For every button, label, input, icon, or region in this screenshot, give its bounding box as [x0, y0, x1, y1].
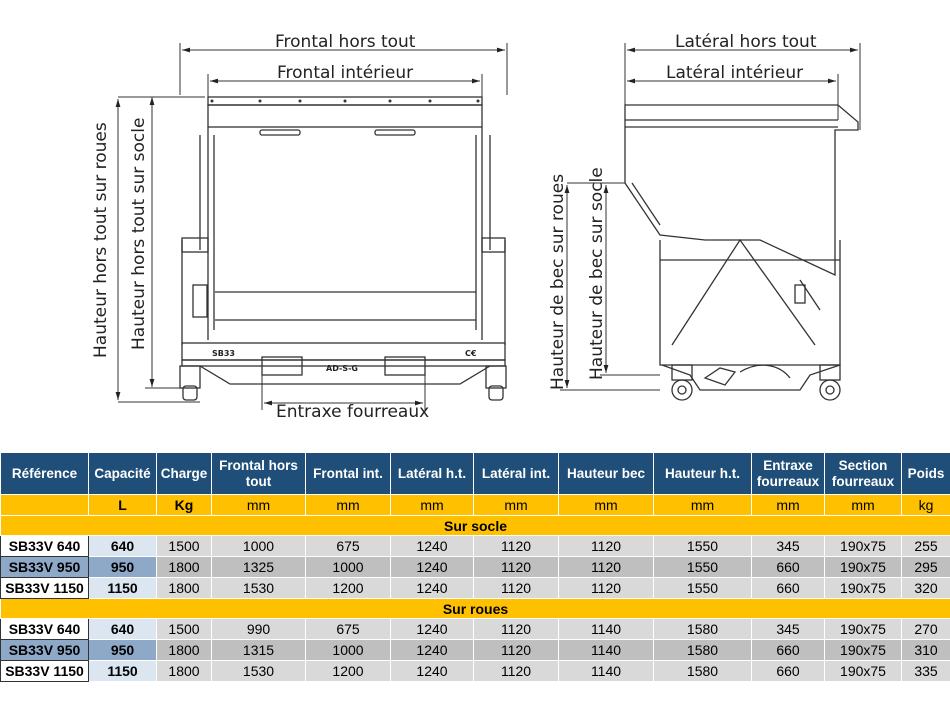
table-cell: 190x75 [825, 640, 902, 661]
header-lateral-int: Latéral int. [474, 453, 559, 495]
section-row [1, 599, 950, 619]
table-cell: 255 [902, 536, 950, 557]
table-cell: 950 [89, 557, 157, 578]
section-title: Sur socle [1, 516, 950, 536]
table-cell: 1240 [391, 640, 474, 661]
table-row [1, 619, 950, 640]
table-header-row [1, 453, 950, 495]
table-cell: 310 [902, 640, 950, 661]
unit-cell: kg [902, 495, 950, 516]
table-cell: 1120 [474, 536, 559, 557]
header-poids: Poids [902, 453, 950, 495]
header-lateral-ht: Latéral h.t. [391, 453, 474, 495]
table-cell: 1800 [157, 578, 212, 599]
table-cell: 295 [902, 557, 950, 578]
table-cell: 190x75 [825, 619, 902, 640]
table-row [1, 640, 950, 661]
section-title: Sur roues [1, 599, 950, 619]
table-cell: 1120 [474, 661, 559, 682]
table-cell: 190x75 [825, 557, 902, 578]
table-cell: 660 [752, 661, 825, 682]
table-cell: 320 [902, 578, 950, 599]
plate-text: SB33 [212, 349, 235, 358]
label-frontal-interieur: Frontal intérieur [277, 63, 414, 83]
table-units-row [1, 495, 950, 516]
header-frontal-ht: Frontal hors tout [212, 453, 306, 495]
label-frontal-hors-tout: Frontal hors tout [275, 32, 416, 52]
reference-cell: SB33V 1150 [1, 661, 89, 682]
unit-cell: mm [825, 495, 902, 516]
label-bec-roues: Hauteur de bec sur roues [548, 173, 568, 390]
reference-cell: SB33V 1150 [1, 578, 89, 599]
header-capacite: Capacité [89, 453, 157, 495]
table-cell: 1550 [654, 557, 752, 578]
table-cell: 1120 [474, 578, 559, 599]
header-section: Section fourreaux [825, 453, 902, 495]
header-frontal-int: Frontal int. [306, 453, 391, 495]
table-cell: 1240 [391, 557, 474, 578]
reference-cell: SB33V 640 [1, 619, 89, 640]
table-cell: 1000 [306, 640, 391, 661]
table-cell: 1120 [559, 536, 654, 557]
label-entraxe: Entraxe fourreaux [276, 402, 430, 422]
table-cell: 270 [902, 619, 950, 640]
table-cell: 1800 [157, 661, 212, 682]
table-cell: 1000 [212, 536, 306, 557]
table-cell: 1200 [306, 661, 391, 682]
reference-cell: SB33V 950 [1, 640, 89, 661]
table-cell: 1550 [654, 578, 752, 599]
table-cell: 640 [89, 619, 157, 640]
table-cell: 1140 [559, 619, 654, 640]
table-cell: 345 [752, 619, 825, 640]
label-hauteur-roues: Hauteur hors tout sur roues [91, 122, 111, 358]
table-body [1, 516, 950, 682]
unit-cell: mm [212, 495, 306, 516]
table-row [1, 536, 950, 557]
section-row [1, 516, 950, 536]
table-cell: 335 [902, 661, 950, 682]
spec-table [0, 452, 950, 682]
table-cell: 950 [89, 640, 157, 661]
table-cell: 1150 [89, 578, 157, 599]
table-cell: 1580 [654, 661, 752, 682]
table-cell: 1120 [559, 557, 654, 578]
unit-cell: mm [559, 495, 654, 516]
table-cell: 1140 [559, 640, 654, 661]
table-cell: 1150 [89, 661, 157, 682]
table-cell: 1240 [391, 578, 474, 599]
unit-cell: mm [474, 495, 559, 516]
table-cell: 190x75 [825, 661, 902, 682]
table-cell: 675 [306, 536, 391, 557]
front-view [118, 43, 507, 410]
table-cell: 1120 [474, 619, 559, 640]
label-lateral-interieur: Latéral intérieur [666, 63, 804, 83]
table-cell: 1530 [212, 661, 306, 682]
table-cell: 190x75 [825, 536, 902, 557]
header-entraxe: Entraxe fourreaux [752, 453, 825, 495]
table-cell: 640 [89, 536, 157, 557]
table-cell: 675 [306, 619, 391, 640]
unit-cell: mm [654, 495, 752, 516]
label-hauteur-socle: Hauteur hors tout sur socle [129, 117, 149, 350]
header-hauteur-ht: Hauteur h.t. [654, 453, 752, 495]
reference-cell: SB33V 640 [1, 536, 89, 557]
table-cell: 1120 [559, 578, 654, 599]
reference-cell: SB33V 950 [1, 557, 89, 578]
table-cell: 1800 [157, 557, 212, 578]
table-cell: 1240 [391, 536, 474, 557]
table-cell: 660 [752, 640, 825, 661]
table-cell: 1580 [654, 640, 752, 661]
table-cell: 1325 [212, 557, 306, 578]
header-hauteur-bec: Hauteur bec [559, 453, 654, 495]
table-cell: 1000 [306, 557, 391, 578]
header-charge: Charge [157, 453, 212, 495]
table-cell: 1140 [559, 661, 654, 682]
table-row [1, 557, 950, 578]
table-cell: 1550 [654, 536, 752, 557]
table-cell: 345 [752, 536, 825, 557]
header-reference: Référence [1, 453, 89, 495]
table-cell: 1530 [212, 578, 306, 599]
table-cell: 1500 [157, 536, 212, 557]
ce-mark: C€ [465, 349, 477, 358]
table-cell: 1120 [474, 557, 559, 578]
table-row [1, 578, 950, 599]
table-cell: 1240 [391, 619, 474, 640]
table-cell: 1580 [654, 619, 752, 640]
unit-cell: L [89, 495, 157, 516]
table-cell: 1120 [474, 640, 559, 661]
label-bec-socle: Hauteur de bec sur socle [587, 167, 607, 380]
table-cell: 660 [752, 578, 825, 599]
table-row [1, 661, 950, 682]
table-cell: 660 [752, 557, 825, 578]
table-cell: 1240 [391, 661, 474, 682]
unit-cell: Kg [157, 495, 212, 516]
table-cell: 1200 [306, 578, 391, 599]
table-cell: 1315 [212, 640, 306, 661]
unit-cell: mm [391, 495, 474, 516]
brand-text: AD-S-G [326, 364, 358, 373]
label-lateral-hors-tout: Latéral hors tout [675, 32, 817, 52]
table-cell: 990 [212, 619, 306, 640]
unit-cell: mm [306, 495, 391, 516]
table-cell: 190x75 [825, 578, 902, 599]
unit-cell: mm [752, 495, 825, 516]
table-cell: 1500 [157, 619, 212, 640]
unit-cell [1, 495, 89, 516]
table-cell: 1800 [157, 640, 212, 661]
